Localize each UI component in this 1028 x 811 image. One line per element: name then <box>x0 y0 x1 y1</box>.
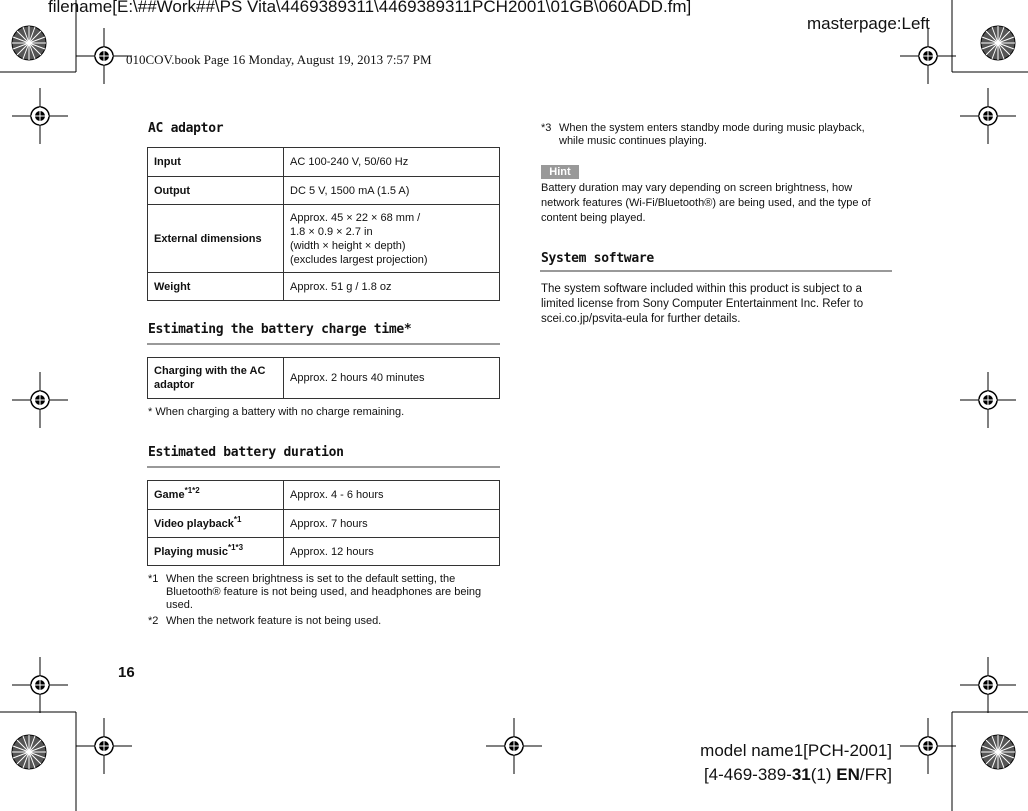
row-value: Approx. 12 hours <box>284 538 500 566</box>
row-value: DC 5 V, 1500 mA (1.5 A) <box>284 177 500 205</box>
row-value: Approx. 51 g / 1.8 oz <box>284 273 500 301</box>
key-text: Playing music <box>154 545 228 558</box>
charge-time-heading: Estimating the battery charge time* <box>148 322 412 337</box>
table-row <box>148 510 500 538</box>
dim-line: 1.8 × 0.9 × 2.7 in <box>290 225 373 238</box>
body-line: The system software included within this product is subject to a <box>541 283 862 295</box>
footnote-3 <box>541 122 901 148</box>
table-row <box>148 273 500 301</box>
table-row <box>148 205 500 273</box>
ac-adaptor-table <box>147 147 500 301</box>
row-key <box>148 358 284 399</box>
table-row <box>148 481 500 510</box>
ac-adaptor-heading: AC adaptor <box>148 121 224 136</box>
system-software-heading: System software <box>541 251 654 266</box>
footnote-label: *1 <box>148 573 159 585</box>
row-key: External dimensions <box>148 205 284 273</box>
dim-line: Approx. 45 × 22 × 68 mm / <box>290 211 421 224</box>
dim-line: (width × height × depth) <box>290 239 406 252</box>
footnote-ref: *1*3 <box>227 542 244 552</box>
code-part: 31 <box>791 765 811 784</box>
section-rule <box>540 270 892 272</box>
footnote-line: When the network feature is not being used. <box>166 615 382 627</box>
footnote-label: *2 <box>148 615 159 627</box>
footnote-line: used. <box>166 599 193 611</box>
body-line: limited license from Sony Computer Entertainment Inc. Refer to <box>541 298 864 310</box>
hint-line: network features (Wi-Fi/Bluetooth®) are being used, and the type of <box>541 197 871 209</box>
code-part: [4-469-389- <box>703 765 792 784</box>
hint-line: Battery duration may vary depending on screen brightness, how <box>541 182 853 194</box>
section-rule <box>147 343 500 345</box>
key-text: Video playback <box>154 517 234 530</box>
key-line: adaptor <box>154 379 195 391</box>
body-line: scei.co.jp/psvita-eula for further details. <box>541 313 741 325</box>
header-masterpage: masterpage:Left <box>807 14 930 33</box>
dim-line: (excludes largest projection) <box>290 253 428 266</box>
system-software-text <box>541 282 901 327</box>
row-value: Approx. 2 hours 40 minutes <box>284 358 500 399</box>
footnote-ref: *1 <box>233 514 242 524</box>
row-key <box>148 510 284 538</box>
hint-text <box>541 181 901 226</box>
footer-model: model name1[PCH-2001] <box>700 741 892 760</box>
footnote-label: *3 <box>541 122 552 134</box>
row-key <box>148 538 284 566</box>
footnote-1 <box>148 573 508 612</box>
footer-code <box>704 765 892 785</box>
code-part: /FR] <box>859 765 892 784</box>
table-row <box>148 358 500 399</box>
row-key: Output <box>148 177 284 205</box>
footnote-ref: *1*2 <box>184 486 200 495</box>
row-key: Weight <box>148 273 284 301</box>
table-row <box>148 177 500 205</box>
footnote-2 <box>148 615 508 628</box>
duration-table <box>147 480 500 566</box>
section-rule <box>147 466 500 468</box>
header-bookline: 010COV.book Page 16 Monday, August 19, 2013 7:57 PM <box>126 52 432 67</box>
row-value: Approx. 4 - 6 hours <box>284 481 500 510</box>
charge-time-table <box>147 357 500 399</box>
key-text: Game <box>154 489 185 501</box>
hint-badge: Hint <box>541 165 579 179</box>
page-number: 16 <box>118 664 135 681</box>
table-row <box>148 148 500 177</box>
footnote-line: When the system enters standby mode during music playback, <box>559 122 865 134</box>
row-value <box>284 205 500 273</box>
code-part: (1) <box>810 765 837 784</box>
row-value: Approx. 7 hours <box>284 510 500 538</box>
row-value: AC 100-240 V, 50/60 Hz <box>284 148 500 177</box>
footnote-line: When the screen brightness is set to the default setting, the <box>166 573 456 585</box>
duration-heading: Estimated battery duration <box>148 445 344 460</box>
table-row <box>148 538 500 566</box>
header-filename: filename[E:\##Work##\PS Vita\4469389311\4469389311PCH2001\01GB\060ADD.fm] <box>48 0 692 16</box>
row-key <box>148 481 284 510</box>
charge-time-note: * When charging a battery with no charge remaining. <box>148 406 405 418</box>
footnote-line: Bluetooth® feature is not being used, and headphones are being <box>166 586 482 598</box>
footnote-line: while music continues playing. <box>559 135 707 147</box>
key-line: Charging with the AC <box>154 365 266 377</box>
code-part: EN <box>836 765 860 784</box>
hint-line: content being played. <box>541 212 646 224</box>
row-key: Input <box>148 148 284 177</box>
